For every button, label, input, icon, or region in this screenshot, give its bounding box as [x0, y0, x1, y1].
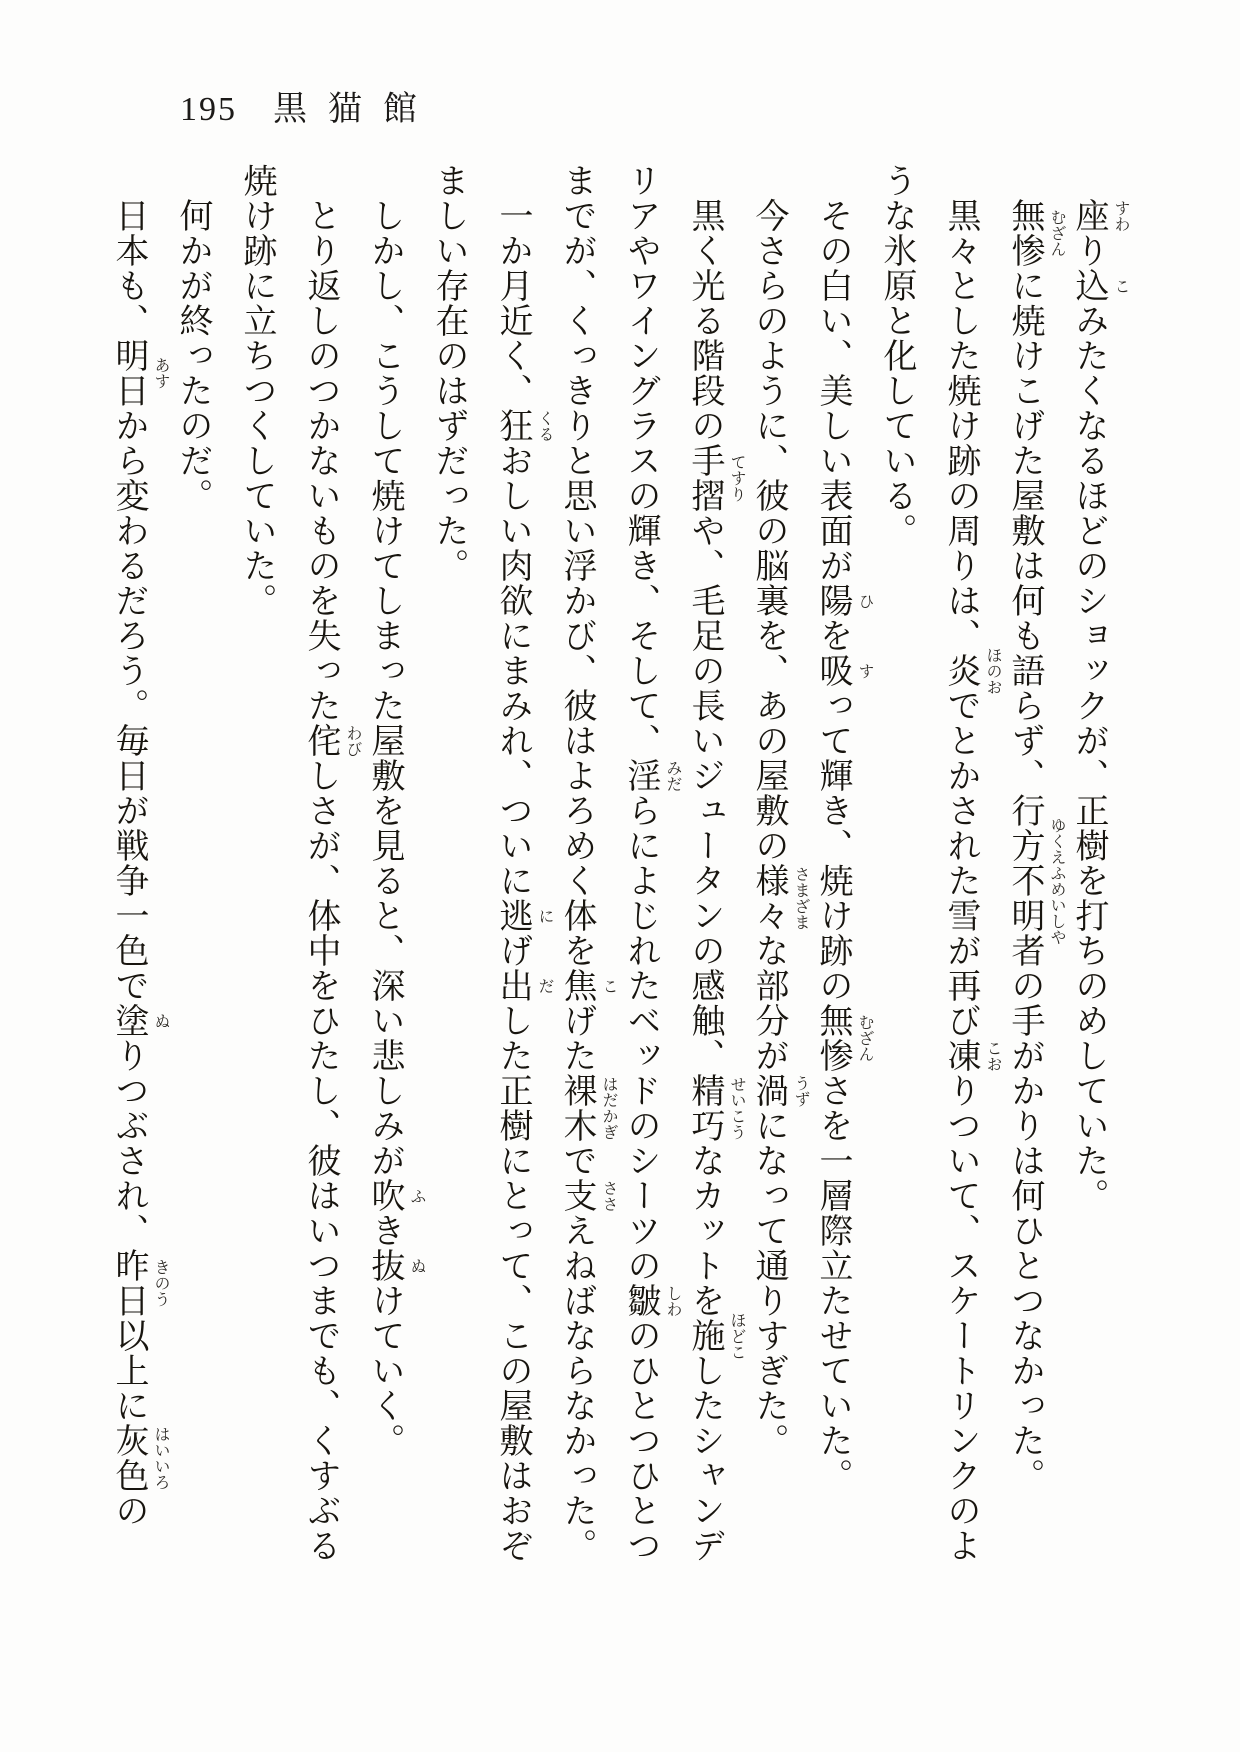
ruby-base: 吹 ふ	[366, 1178, 425, 1213]
ruby-base: 無惨 むざん	[814, 1003, 873, 1073]
ruby-base: 出 だ	[494, 968, 553, 1003]
furigana: わび	[344, 724, 361, 757]
text-column	[672, 163, 745, 1587]
text-column	[928, 163, 1001, 1587]
text-run: みたくなるほどのショックが、正樹を打ちのめしていた。	[1070, 303, 1107, 1213]
text-column	[864, 163, 928, 1587]
furigana: ほどこ	[728, 1311, 745, 1360]
text-run: りつぶされ、	[110, 1038, 147, 1248]
text-run: でとかされた雪が再び	[942, 688, 979, 1038]
text-run: 以上に	[110, 1318, 147, 1423]
ruby-base: 炎 ほのお	[942, 646, 1001, 695]
furigana: ひ	[856, 592, 873, 609]
text-run: までが、くっきりと思い浮かび、彼はよろめく体を	[558, 163, 595, 968]
text-run: リアやワイングラスの輝き、そして、	[622, 163, 659, 758]
text-column	[480, 163, 553, 1587]
text-column	[992, 163, 1065, 1587]
ruby-base: 明日 あす	[110, 338, 169, 408]
ruby-base: 焦 こ	[558, 968, 617, 1003]
furigana: こ	[1112, 277, 1129, 294]
ruby-base: 狂 くる	[494, 408, 553, 443]
furigana: ゆくえふめいしや	[1048, 816, 1065, 945]
text-run: のひとつひとつ	[622, 1318, 659, 1563]
ruby-base: 灰色 はいいろ	[110, 1423, 169, 1493]
ruby-base: 凍 こお	[942, 1038, 1001, 1073]
text-run: な部分が	[750, 933, 787, 1073]
ruby-base: 裸木 はだかぎ	[558, 1073, 617, 1143]
text-column	[224, 163, 288, 1587]
furigana: こお	[984, 1039, 1001, 1072]
furigana: ほのお	[984, 646, 1001, 695]
furigana: に	[536, 907, 553, 924]
text-run: りついて、スケートリンクのよ	[942, 1073, 979, 1563]
ruby-base: 込 こ	[1070, 268, 1129, 303]
text-run: から変わるだろう。毎日が戦争一色で	[110, 408, 147, 1003]
furigana: あす	[152, 357, 169, 389]
furigana: すわ	[1112, 199, 1129, 232]
ruby-base: 手摺 てすり	[686, 443, 745, 513]
ruby-base: 淫 みだ	[622, 758, 681, 793]
furigana: むざん	[1048, 209, 1065, 257]
ruby-base: 行方不明者 ゆくえふめいしや	[1006, 793, 1065, 968]
text-run: 黒々とした焼け跡の周りは、	[942, 198, 979, 653]
furigana: ぬ	[408, 1257, 425, 1274]
furigana: ぬ	[152, 1012, 169, 1029]
ruby-base: 陽 ひ	[814, 583, 873, 618]
furigana: てすり	[728, 454, 745, 502]
furigana: むざん	[856, 1014, 873, 1062]
text-run: うな氷原と化している。	[878, 163, 915, 548]
furigana: うず	[792, 1074, 809, 1107]
text-run: の手がかりは何ひとつなかった。	[1006, 968, 1043, 1493]
text-run: えねばならなかった。	[558, 1213, 595, 1563]
text-run: を	[814, 618, 851, 653]
furigana: こ	[600, 977, 617, 994]
furigana: きのう	[152, 1259, 169, 1307]
text-column	[1056, 163, 1129, 1587]
text-column	[160, 163, 224, 1587]
text-column	[288, 163, 361, 1587]
ruby-base: 精巧 せいこう	[686, 1073, 745, 1143]
book-title: 黒猫館	[273, 91, 438, 128]
text-run: き	[366, 1213, 403, 1248]
text-run: しかし、こうして焼けてしまった屋敷を見ると、深い悲しみが	[366, 198, 403, 1178]
vertical-text-block	[96, 163, 1129, 1587]
text-run: けていく。	[366, 1283, 403, 1458]
ruby-base: 塗 ぬ	[110, 1003, 169, 1038]
ruby-base: 皺 しわ	[622, 1283, 681, 1318]
ruby-base: 支 ささ	[558, 1178, 617, 1213]
furigana: せいこう	[728, 1076, 745, 1140]
text-column	[608, 163, 681, 1587]
furigana: はだかぎ	[600, 1076, 617, 1140]
furigana: さまざま	[792, 866, 809, 930]
text-column	[544, 163, 617, 1587]
text-run: 何かが終ったのだ。	[174, 198, 211, 513]
ruby-base: 様々 さまざま	[750, 863, 809, 933]
text-run: とり返しのつかないものを失った	[302, 198, 339, 723]
furigana: しわ	[664, 1284, 681, 1317]
ruby-base: 座 すわ	[1070, 198, 1129, 233]
text-run: や、毛足の長いジュータンの感触、	[686, 513, 723, 1073]
furigana: す	[856, 662, 873, 679]
ruby-base: 無惨 むざん	[1006, 198, 1065, 268]
text-run: って輝き、焼け跡の	[814, 688, 851, 1003]
text-run: の	[110, 1493, 147, 1528]
text-run: り	[1070, 233, 1107, 268]
text-run: なカットを	[686, 1143, 723, 1318]
ruby-base: 施 ほどこ	[686, 1311, 745, 1360]
text-column	[96, 163, 169, 1587]
furigana: ささ	[600, 1179, 617, 1212]
text-column	[352, 163, 425, 1587]
ruby-base: 渦 うず	[750, 1073, 809, 1108]
text-run: ましい存在のはずだった。	[430, 163, 467, 583]
ruby-base: 抜 ぬ	[366, 1248, 425, 1283]
furigana: はいいろ	[152, 1426, 169, 1490]
text-run: 今さらのように、彼の脳裏を、あの屋敷の	[750, 198, 787, 863]
text-run: した正樹にとって、この屋敷はおぞ	[494, 1003, 531, 1563]
text-column	[736, 163, 809, 1587]
ruby-base: 吸 す	[814, 653, 873, 688]
running-head	[180, 92, 438, 128]
furigana: ふ	[408, 1187, 425, 1204]
text-run: で	[558, 1143, 595, 1178]
ruby-base: 逃 に	[494, 898, 553, 933]
furigana: くる	[536, 409, 553, 442]
text-run: げた	[558, 1003, 595, 1073]
text-run: 黒く光る階段の	[686, 198, 723, 443]
text-run: その白い、美しい表面が	[814, 198, 851, 583]
text-run: になって通りすぎた。	[750, 1108, 787, 1458]
text-run: 一か月近く、	[494, 198, 531, 408]
text-run: 焼け跡に立ちつくしていた。	[238, 163, 275, 618]
page-number: 195	[180, 91, 237, 128]
text-run: 日本も、	[110, 198, 147, 338]
text-run: げ	[494, 933, 531, 968]
text-run: しさが、体中をひたし、彼はいつまでも、くすぶる	[302, 758, 339, 1563]
text-run: さを一層際立たせていた。	[814, 1073, 851, 1493]
text-run: に焼けこげた屋敷は何も語らず、	[1006, 268, 1043, 793]
furigana: みだ	[664, 759, 681, 792]
text-column	[416, 163, 480, 1587]
ruby-base: 昨日 きのう	[110, 1248, 169, 1318]
text-run: したシャンデ	[686, 1353, 723, 1563]
text-run: らによじれたベッドのシーツの	[622, 793, 659, 1283]
text-run: おしい肉欲にまみれ、ついに	[494, 443, 531, 898]
furigana: だ	[536, 977, 553, 994]
text-column	[800, 163, 873, 1587]
ruby-base: 侘 わび	[302, 723, 361, 758]
